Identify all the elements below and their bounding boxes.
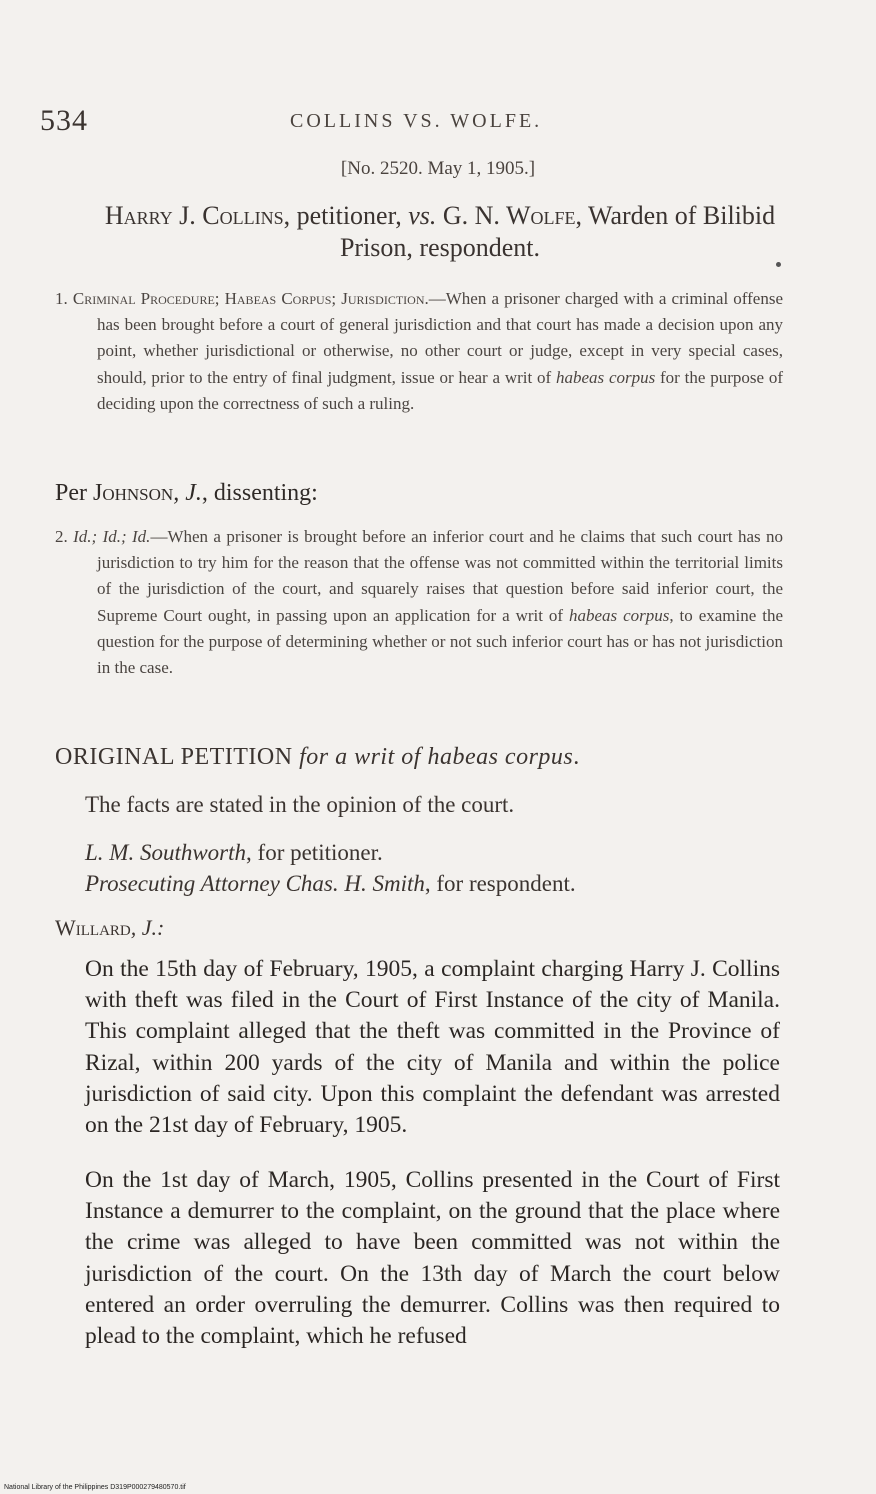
- case-parties: [70, 200, 810, 264]
- facts-statement: The facts are stated in the opinion of the court.: [85, 792, 515, 817]
- headnote-2-text: —When a prisoner is brought before an inferior court and he claims that such court has no jurisdiction to try him for the reason that the offense was not committed within the territorial limits of the jurisdiction of the court, and squarely raises that question before said inferior court, the Supreme Court ought, in passing upon an application for a writ of: [97, 527, 784, 625]
- versus: vs.: [408, 201, 437, 230]
- original-petition-italic2: habeas corpus: [427, 744, 574, 770]
- dissent-j: , J.: [173, 480, 202, 506]
- headnote-1-text-end: for the purpose of deciding upon the correctness of such a ruling.: [97, 367, 783, 413]
- respondent-role: , Warden of Bilibid Prison, respondent.: [339, 201, 776, 262]
- opinion-paragraph-2: On the 1st day of March, 1905, Collins presented in the Court of First Instance a demurrer to the complaint, on the ground that the place where the crime was alleged to have been committed was not within the jurisdiction of the court. On the 13th day of March the court below entered an order overruling the demurrer. Collins was then required to plead to the complaint, which he refused: [85, 1167, 780, 1350]
- respondent-name: G. N. Wolfe: [436, 201, 576, 230]
- dissent-justice: Johnson: [93, 480, 174, 506]
- headnote-2-topic: Id.; Id.; Id.: [73, 527, 151, 546]
- dissent-suffix: , dissenting:: [201, 480, 318, 506]
- ink-dot: [776, 262, 781, 267]
- dissent-prefix: Per: [55, 480, 93, 506]
- opinion-author: [55, 915, 164, 941]
- headnote-1: [55, 286, 783, 417]
- headnote-1-italic: habeas corpus: [555, 367, 656, 387]
- headnote-2-number: 2.: [55, 527, 74, 546]
- counsel-respondent-name: Prosecuting Attorney Chas. H. Smith: [85, 871, 425, 896]
- original-petition-line: [55, 744, 580, 771]
- counsel-respondent-role: , for respondent.: [424, 871, 576, 896]
- counsel-petitioner-name: L. M. Southworth: [85, 840, 247, 865]
- opinion-paragraph-1: On the 15th day of February, 1905, a complaint charging Harry J. Collins with theft was filed in the Court of First Instance of the city of Manila. This complaint alleged that the theft was committed in the Province of Rizal, within 200 yards of the city of Manila and within the police jurisdiction of said city. Upon this complaint the defendant was arrested on the 21st day of February, 1905.: [85, 956, 780, 1139]
- counsel-petitioner: [85, 840, 383, 866]
- headnote-2-italic: habeas corpus: [569, 605, 670, 625]
- counsel-petitioner-role: , for petitioner.: [246, 840, 383, 865]
- petitioner-name: Harry J. Collins: [104, 201, 284, 230]
- headnote-1-topic: Criminal Procedure; Habeas Corpus; Jurisdiction.: [72, 289, 429, 308]
- petitioner-role: , petitioner,: [283, 201, 409, 230]
- headnote-1-number: 1.: [55, 289, 73, 308]
- dissent-heading: [55, 480, 318, 507]
- original-petition-caps: ORIGINAL PETITION: [55, 744, 293, 770]
- headnote-2: [55, 524, 783, 681]
- judge-name: Willard: [55, 915, 131, 940]
- counsel-respondent: [85, 871, 576, 897]
- original-petition-end: .: [573, 744, 580, 770]
- headnote-1-text: —When a prisoner charged with a criminal offense has been brought before a court of general jurisdiction and that court has made a decision upon any point, whether jurisdictional or otherwise, no other court or judge, except in very special cases, should, prior to the entry of final judgment, issue or hear a writ of: [97, 289, 784, 387]
- page-number: 534: [40, 104, 88, 137]
- original-petition-italic: for a writ of: [292, 744, 428, 770]
- case-number-date: [No. 2520. May 1, 1905.]: [340, 158, 536, 179]
- headnote-2-text-end: , to examine the question for the purpose of determining whether or not such inferior court has or has not jurisdiction in the case.: [97, 605, 783, 678]
- judge-suffix: , J.:: [130, 915, 165, 940]
- scan-footer: National Library of the Philippines D319P000279480570.tif: [4, 1484, 186, 1491]
- running-title: COLLINS VS. WOLFE.: [290, 110, 543, 132]
